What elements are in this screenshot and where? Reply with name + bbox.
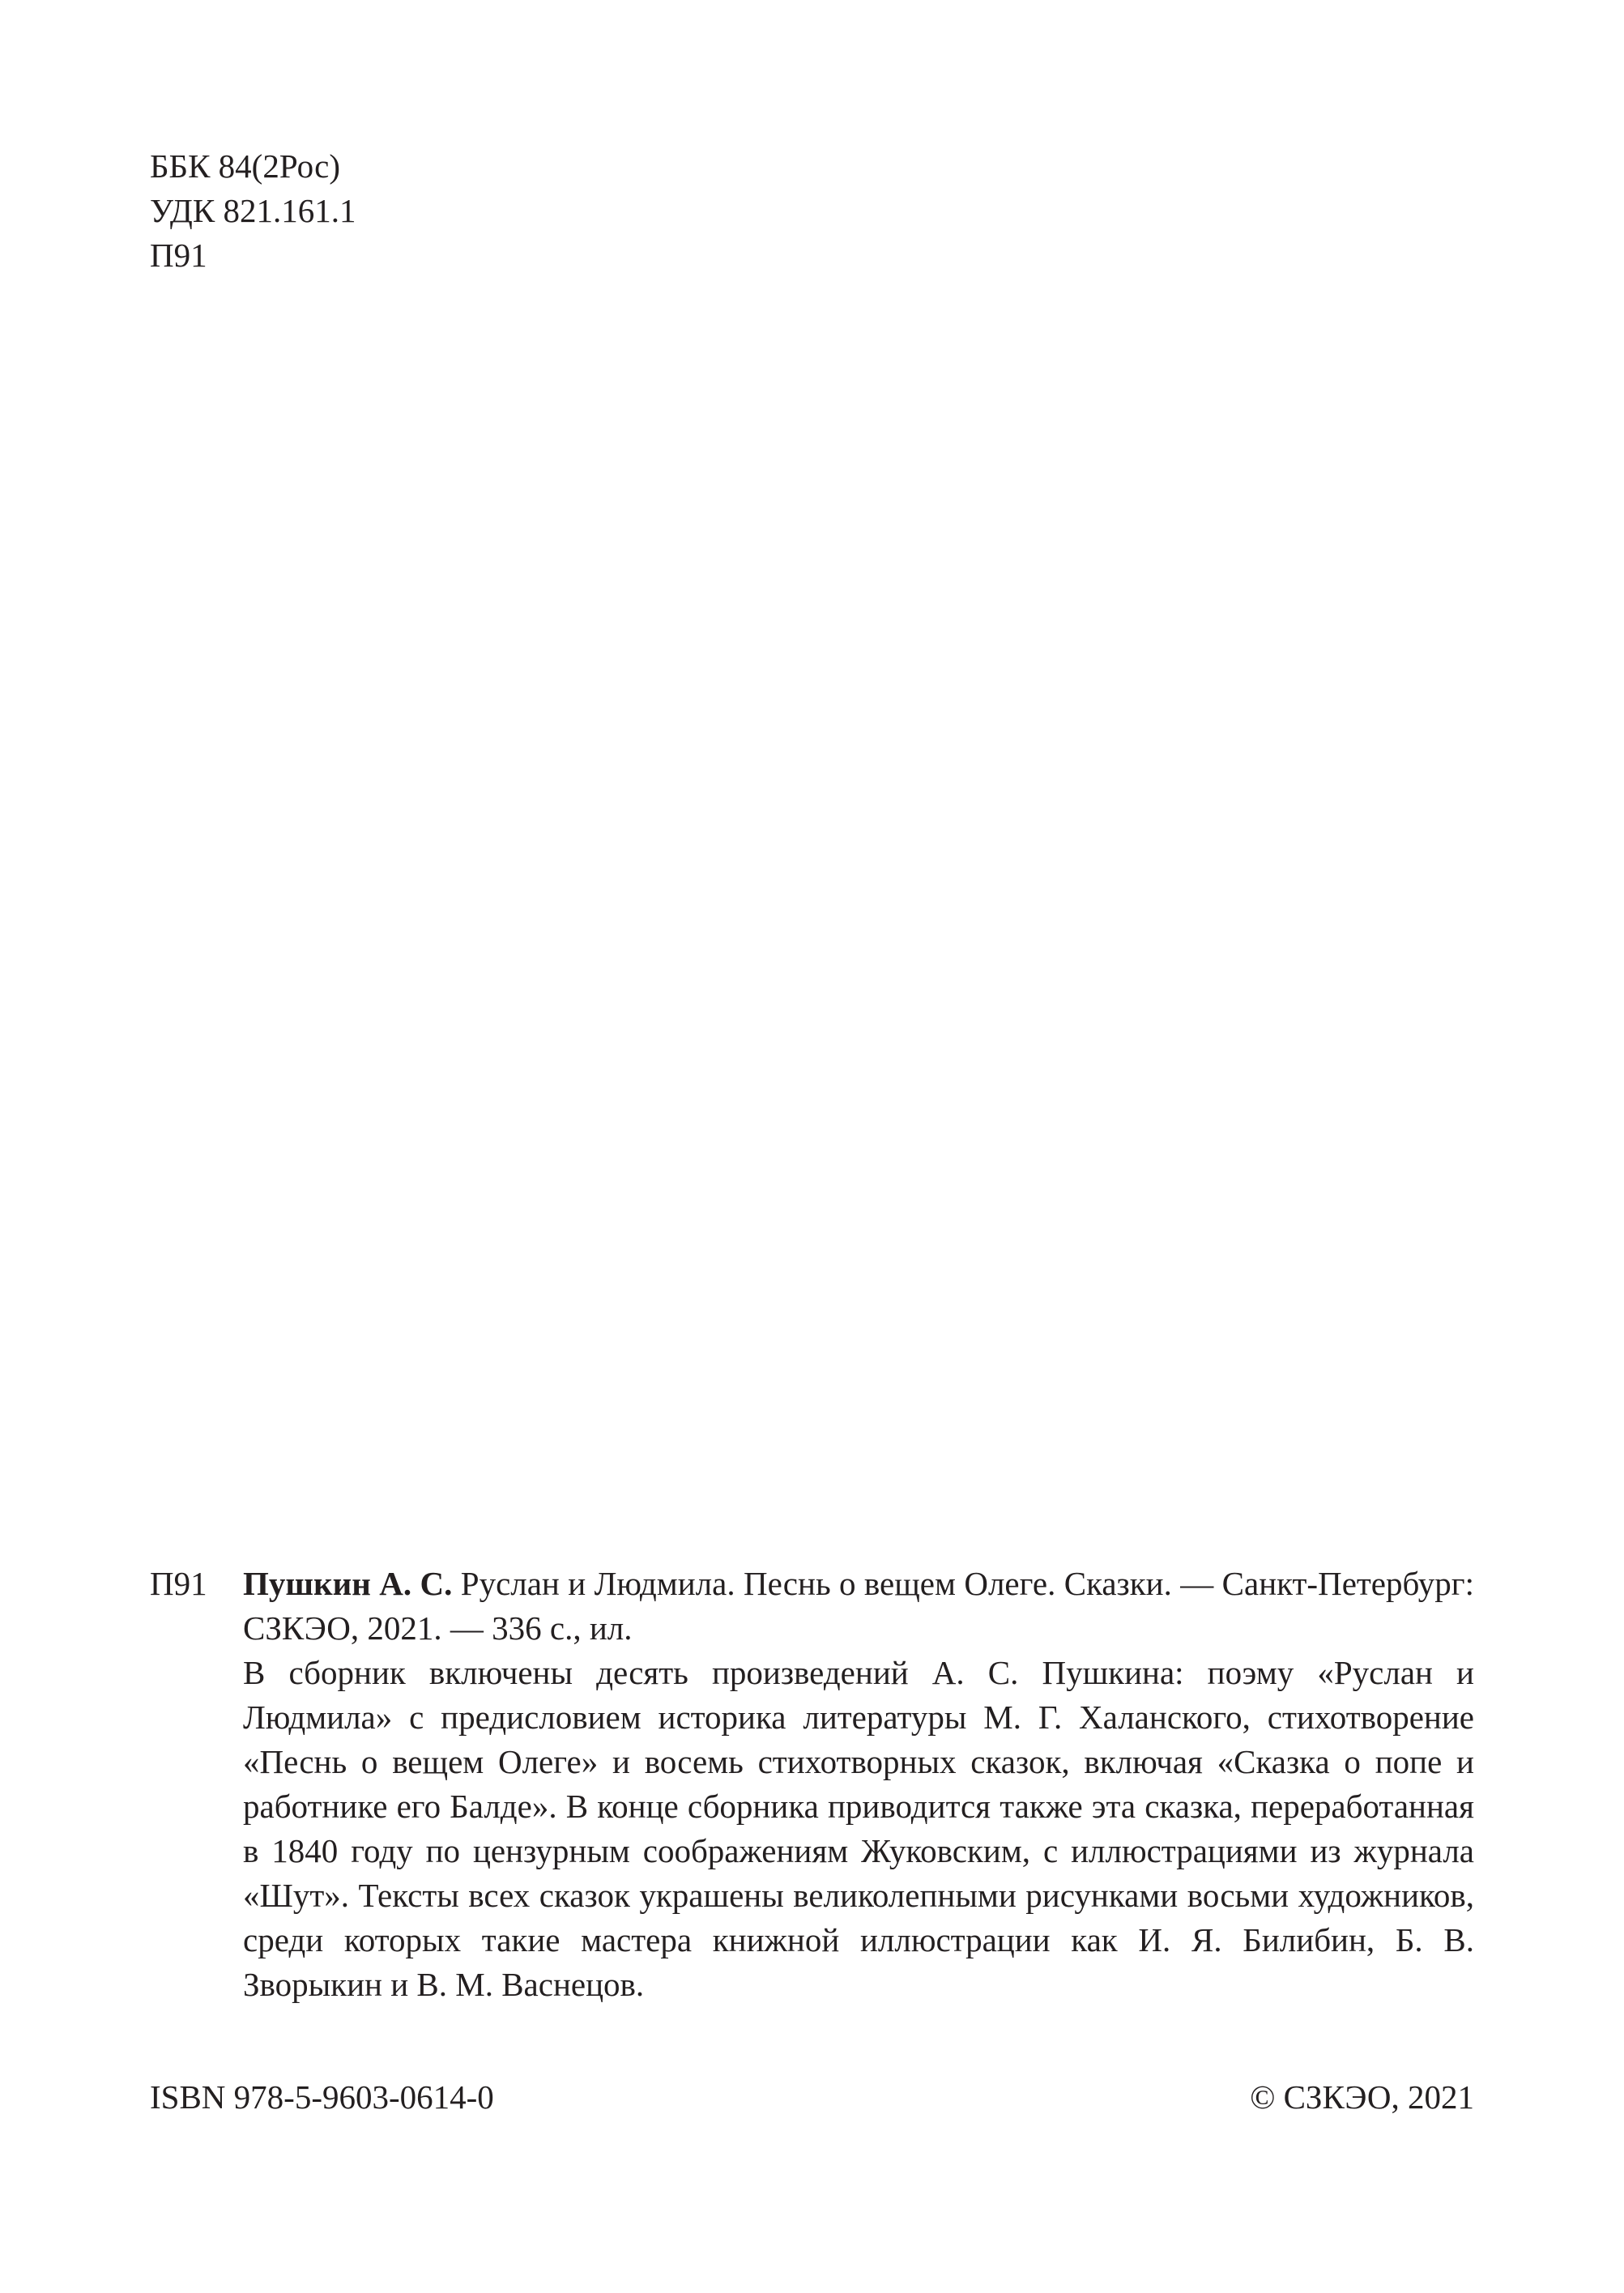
copyright: © СЗКЭО, 2021 xyxy=(1250,2078,1474,2116)
bbk-code: ББК 84(2Рос) xyxy=(150,147,340,185)
bibliographic-description xyxy=(243,1562,1474,1651)
entry-author: Пушкин А. С. xyxy=(243,1565,453,1602)
udk-code: УДК 821.161.1 xyxy=(150,192,356,229)
isbn: ISBN 978-5-9603-0614-0 xyxy=(150,2078,494,2116)
author-mark: П91 xyxy=(150,237,207,274)
classification-codes xyxy=(150,144,356,278)
bibliographic-entry xyxy=(243,1562,1474,2007)
entry-code: П91 xyxy=(150,1565,207,1602)
entry-annotation: В сборник включены десять произведений А. С. Пушкина: поэму «Руслан и Людмила» с предисловием историка литературы М. Г. Халанского, стихотворение «Песнь о вещем Олеге» и восемь стихотворных сказок, включая «Сказка о попе и работнике его Балде». В конце сборника приводится также эта сказка, переработанная в 1840 году по цензурным соображениям Жуковским, с иллюстрациями из журнала «Шут». Тексты всех сказок украшены великолепными рисунками восьми художников, среди которых такие мастера книжной иллюстрации как И. Я. Билибин, Б. В. Зворыкин и В. М. Васнецов. xyxy=(243,1654,1474,2003)
entry-description: Руслан и Людмила. Песнь о вещем Олеге. Сказки. — Санкт-Петербург: СЗКЭО, 2021. — 336 с., ил. xyxy=(243,1565,1475,1647)
